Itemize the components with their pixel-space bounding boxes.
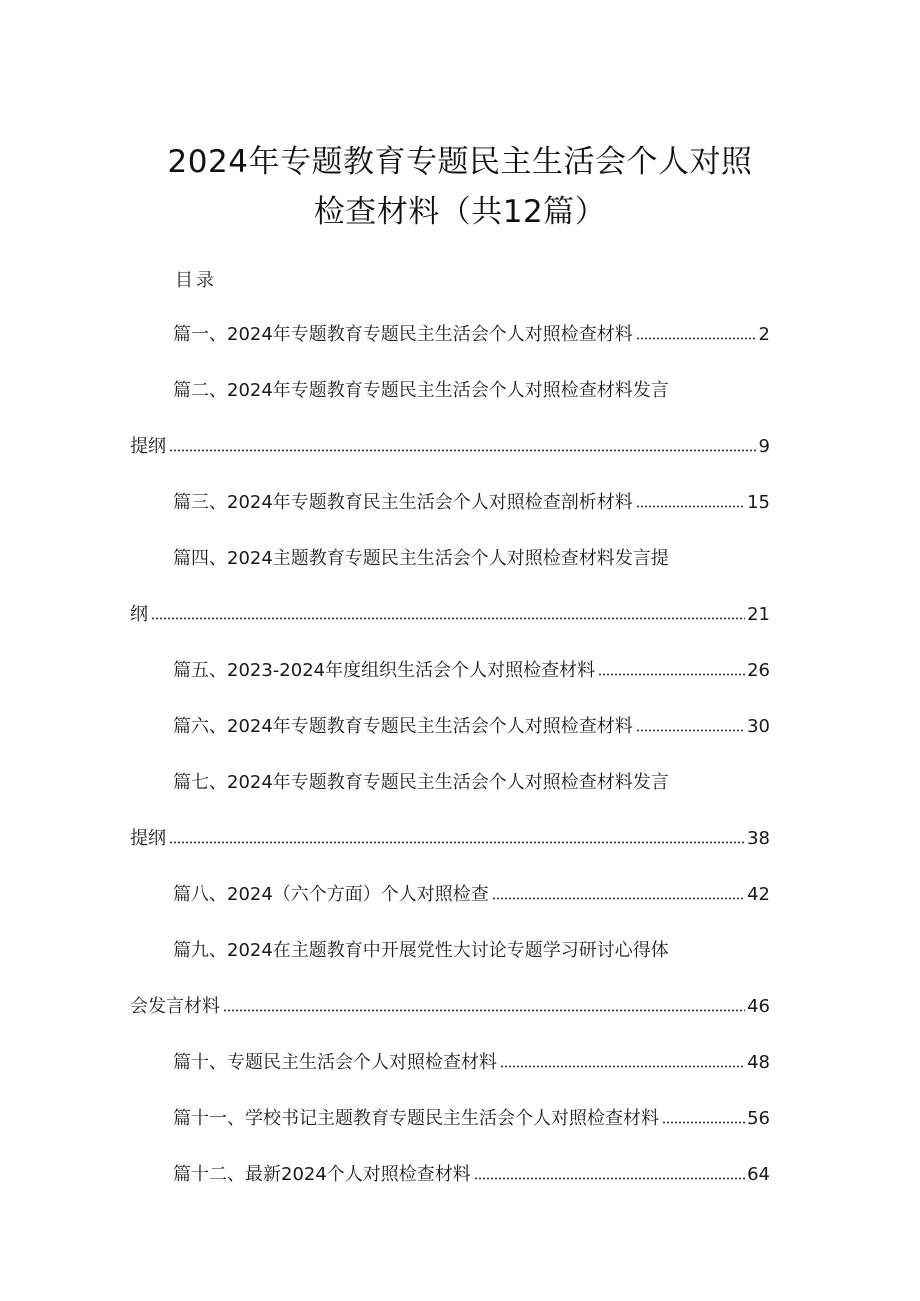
toc-leader-dots <box>636 505 745 508</box>
toc-leader-dots <box>223 1009 745 1012</box>
toc-entry[interactable] <box>173 490 770 516</box>
toc-entry-continuation[interactable] <box>130 434 770 460</box>
toc-entry[interactable] <box>173 658 770 684</box>
toc-leader-dots <box>598 673 745 676</box>
toc-page-number: 15 <box>747 492 770 513</box>
toc-entry-title: 篇六、2024年专题教育专题民主生活会个人对照检查材料 <box>173 716 633 737</box>
toc-entry-continuation[interactable] <box>130 826 770 852</box>
toc-entry[interactable] <box>173 1162 770 1188</box>
toc-entry-title-continued: 提纲 <box>130 828 166 849</box>
toc-leader-dots <box>151 617 745 620</box>
toc-page-number: 30 <box>747 716 770 737</box>
toc-leader-dots <box>636 729 745 732</box>
toc-page-number: 64 <box>747 1164 770 1185</box>
toc-entry-title: 篇十、专题民主生活会个人对照检查材料 <box>173 1052 497 1073</box>
toc-entry-title-continued: 纲 <box>130 604 148 625</box>
toc-entry[interactable] <box>173 322 770 348</box>
toc-heading: 目录 <box>175 270 217 291</box>
toc-page-number: 26 <box>747 660 770 681</box>
toc-leader-dots <box>492 897 745 900</box>
toc-entry[interactable] <box>173 770 770 796</box>
toc-entry-title: 篇十二、最新2024个人对照检查材料 <box>173 1164 471 1185</box>
toc-entry-title: 篇七、2024年专题教育专题民主生活会个人对照检查材料发言 <box>173 772 669 793</box>
toc-entry[interactable] <box>173 1050 770 1076</box>
toc-page-number: 42 <box>747 884 770 905</box>
toc-entry[interactable] <box>173 1106 770 1132</box>
toc-page-number: 21 <box>747 604 770 625</box>
toc-entry-title-continued: 提纲 <box>130 436 166 457</box>
toc-entry[interactable] <box>173 378 770 404</box>
toc-leader-dots <box>169 841 745 844</box>
toc-entry[interactable] <box>173 882 770 908</box>
toc-entry[interactable] <box>173 546 770 572</box>
document-title-line-1: 2024年专题教育专题民主生活会个人对照 <box>167 144 753 180</box>
toc-page-number: 56 <box>747 1108 770 1129</box>
toc-leader-dots <box>474 1177 745 1180</box>
toc-page-number: 48 <box>747 1052 770 1073</box>
toc-leader-dots <box>169 449 757 452</box>
toc-page-number: 2 <box>758 324 770 345</box>
toc-entry-title: 篇八、2024（六个方面）个人对照检查 <box>173 884 489 905</box>
toc-entry[interactable] <box>173 714 770 740</box>
toc-entry-title: 篇十一、学校书记主题教育专题民主生活会个人对照检查材料 <box>173 1108 659 1129</box>
toc-leader-dots <box>662 1121 745 1124</box>
toc-leader-dots <box>500 1065 745 1068</box>
toc-entry-title: 篇三、2024年专题教育民主生活会个人对照检查剖析材料 <box>173 492 633 513</box>
toc-entry-title: 篇四、2024主题教育专题民主生活会个人对照检查材料发言提 <box>173 548 669 569</box>
document-title-line-2: 检查材料（共12篇） <box>313 194 607 230</box>
toc-entry-title: 篇九、2024在主题教育中开展党性大讨论专题学习研讨心得体 <box>173 940 669 961</box>
toc-entry-title: 篇二、2024年专题教育专题民主生活会个人对照检查材料发言 <box>173 380 669 401</box>
toc-entry-continuation[interactable] <box>130 602 770 628</box>
toc-entry[interactable] <box>173 938 770 964</box>
toc-page-number: 38 <box>747 828 770 849</box>
toc-entry-title-continued: 会发言材料 <box>130 996 220 1017</box>
toc-page-number: 9 <box>758 436 770 457</box>
toc-entry-title: 篇五、2023-2024年度组织生活会个人对照检查材料 <box>173 660 596 681</box>
toc-entry-title: 篇一、2024年专题教育专题民主生活会个人对照检查材料 <box>173 324 633 345</box>
toc-leader-dots <box>636 337 757 340</box>
toc-entry-continuation[interactable] <box>130 994 770 1020</box>
toc-page-number: 46 <box>747 996 770 1017</box>
